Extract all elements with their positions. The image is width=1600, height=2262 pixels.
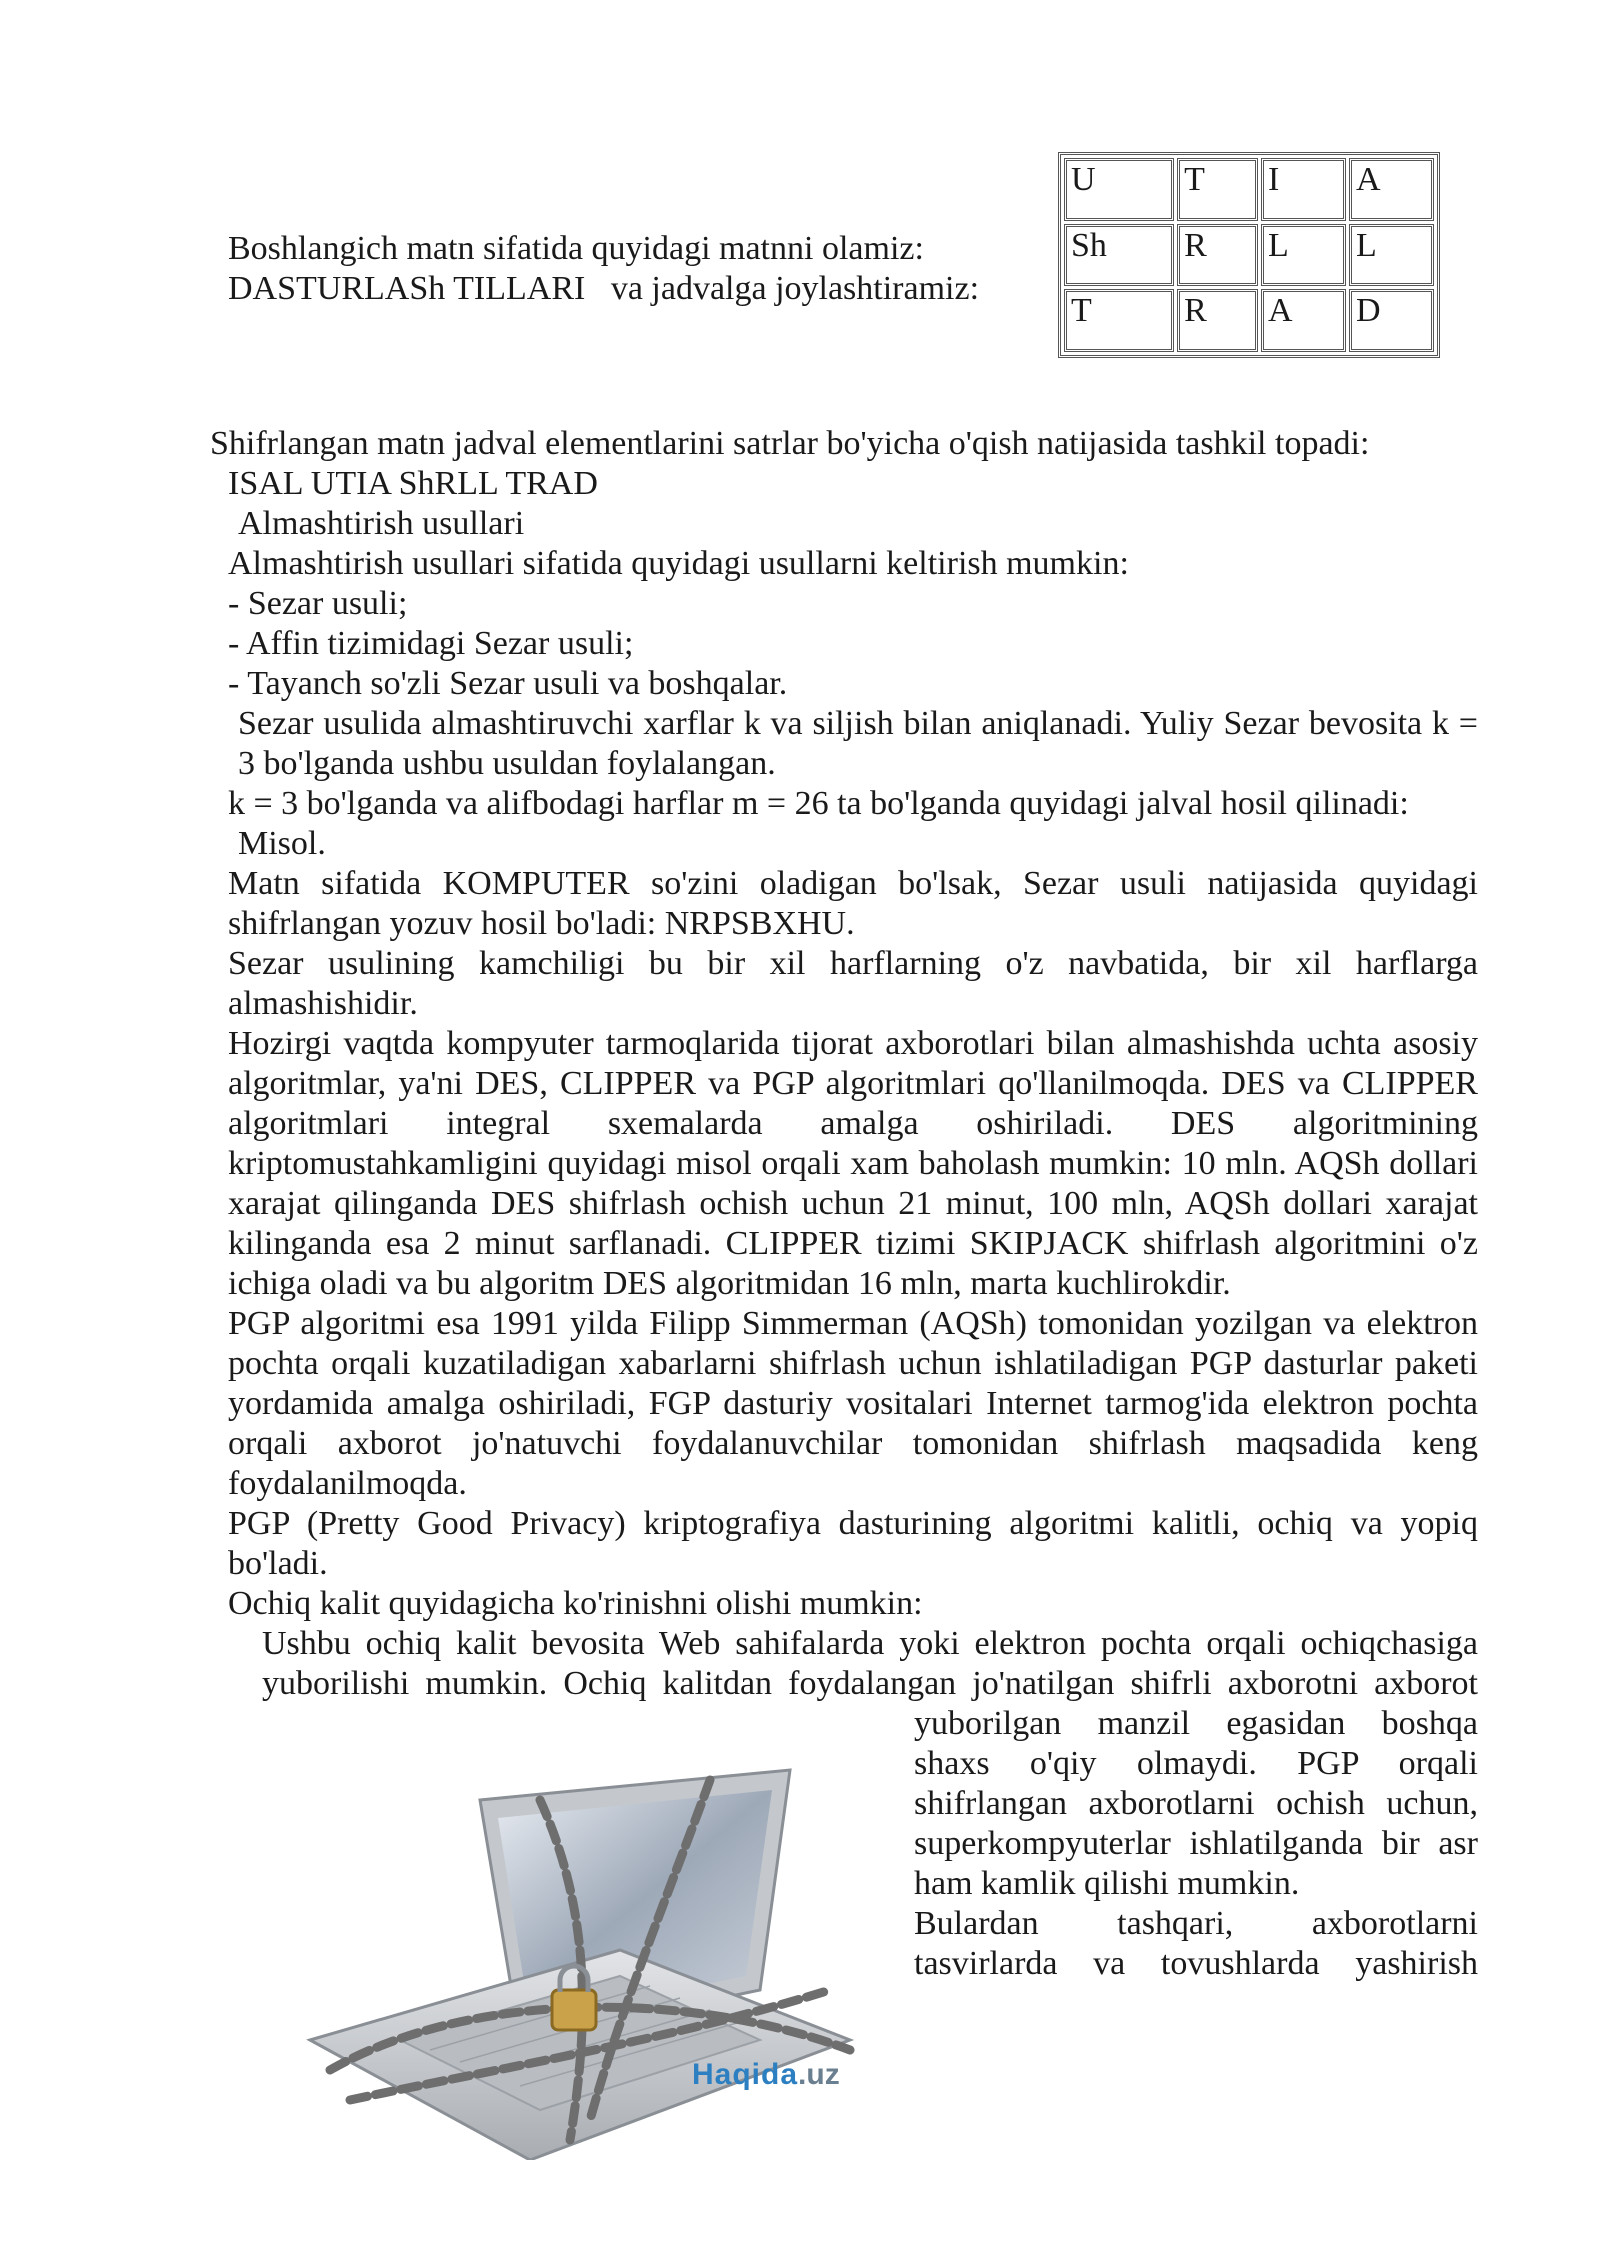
paragraph-caesar: Sezar usulida almashtiruvchi xarflar k va siljish bilan aniqlanadi. Yuliy Sezar bevosita k = 3 bo'lganda ushbu usuldan foylalangan. <box>238 705 1478 782</box>
paragraph-security: yuborilgan manzil egasidan boshqa shaxs o'qiy olmaydi. PGP orqali shifrlangan axborotlarni ochish uchun, superkompyuterlar ishlatilganda bir asr ham kamlik qilishi mumkin. <box>914 1705 1478 1902</box>
table-cell: D <box>1349 289 1434 352</box>
logo-part-1: Haqida <box>692 2058 799 2091</box>
ciphertext: ISAL UTIA ShRLL TRAD <box>228 465 598 502</box>
list-item: - Sezar usuli; <box>228 585 408 622</box>
paragraph-algorithms: Hozirgi vaqtda kompyuter tarmoqlarida tijorat axborotlari bilan almashishda uchta asosiy algoritmlar, ya'ni DES, CLIPPER va PGP algoritmlari qo'llanilmoqda. DES va CLIPPER algoritmlari integral sxemalarda amalga oshiriladi. DES algoritmining kriptomustahkamligini quyidagi misol orqali xam baholash mumkin: 10 mln. AQSh dollari xarajat qilinganda DES shifrlash ochish uchun 21 minut, 100 mln, AQSh dollari xarajat kilinganda esa 2 minut sarflanadi. CLIPPER tizimi SKIPJACK shifrlash algoritmini o'z ichiga oladi va bu algoritm DES algoritmidan 16 mln, marta kuchlirokdir. <box>228 1025 1478 1302</box>
table-cell: U <box>1064 158 1174 221</box>
paragraph-drawback: Sezar usulining kamchiligi bu bir xil harflarning o'z navbatida, bir xil harflarga almashishidir. <box>228 945 1478 1022</box>
table-cell: L <box>1261 224 1346 287</box>
table-row <box>1064 158 1434 221</box>
chained-laptop-image <box>290 1740 890 2160</box>
intro-line-2: DASTURLASh TILLARI va jadvalga joylashtiramiz: <box>228 270 980 307</box>
table-cell: T <box>1177 158 1258 221</box>
paragraph-ciphertext-intro: Shifrlangan matn jadval elementlarini satrlar bo'yicha o'qish natijasida tashkil topadi: <box>210 425 1370 462</box>
paragraph-pgp: PGP algoritmi esa 1991 yilda Filipp Simmerman (AQSh) tomonidan yozilgan va elektron pochta orqali kuzatiladigan xabarlarni shifrlash uchun ishlatiladigan PGP dasturlar paketi yordamida amalga oshiriladi, FGP dasturiy vositalari Internet tarmog'ida elektron pochta orqali axborot jo'natuvchi foydalanuvchilar tomonidan shifrlash maqsadida keng foydalanilmoqda. <box>228 1305 1478 1502</box>
intro-text <box>228 229 1028 309</box>
table-cell: Sh <box>1064 224 1174 287</box>
paragraph-example: Matn sifatida KOMPUTER so'zini oladigan bo'lsak, Sezar usuli natijasida quyidagi shifrlangan yozuv hosil bo'ladi: NRPSBXHU. <box>228 865 1478 942</box>
paragraph-steganography: Bulardan tashqari, axborotlarni tasvirlarda va tovushlarda yashirish <box>914 1905 1478 1982</box>
table-cell: I <box>1261 158 1346 221</box>
paragraph-methods: Almashtirish usullari sifatida quyidagi usullarni keltirish mumkin: <box>228 545 1129 582</box>
table-row <box>1064 289 1434 352</box>
logo-part-2: .uz <box>798 2058 840 2091</box>
table-cell: R <box>1177 224 1258 287</box>
paragraph-alphabet: k = 3 bo'lganda va alifbodagi harflar m = 26 ta bo'lganda quyidagi jalval hosil qilinadi: <box>228 785 1409 822</box>
cipher-table <box>1058 152 1440 358</box>
body-text <box>210 424 1478 1704</box>
table-cell: A <box>1261 289 1346 352</box>
intro-line-1: Boshlangich matn sifatida quyidagi matnni olamiz: <box>228 230 924 267</box>
laptop-illustration <box>290 1740 890 2160</box>
table-cell: T <box>1064 289 1174 352</box>
paragraph-public-key: Ochiq kalit quyidagicha ko'rinishni olishi mumkin: <box>228 1585 923 1622</box>
table-cell: L <box>1349 224 1434 287</box>
list-item: - Tayanch so'zli Sezar usuli va boshqalar. <box>228 665 788 702</box>
section-heading: Almashtirish usullari <box>238 505 525 542</box>
paragraph-pgp-keys: PGP (Pretty Good Privacy) kriptografiya dasturining algoritmi kalitli, ochiq va yopiq bo'ladi. <box>228 1505 1478 1582</box>
right-column-text <box>914 1704 1478 1984</box>
paragraph-public-key-usage: Ushbu ochiq kalit bevosita Web sahifalarda yoki elektron pochta orqali ochiqchasiga yuborilishi mumkin. Ochiq kalitdan foydalangan jo'natilgan shifrli axborotni axborot <box>262 1625 1478 1702</box>
table-cell: A <box>1349 158 1434 221</box>
list-item: - Affin tizimidagi Sezar usuli; <box>228 625 634 662</box>
haqida-logo <box>692 2058 840 2092</box>
example-label: Misol. <box>238 825 326 862</box>
table-cell: R <box>1177 289 1258 352</box>
table-row <box>1064 224 1434 287</box>
